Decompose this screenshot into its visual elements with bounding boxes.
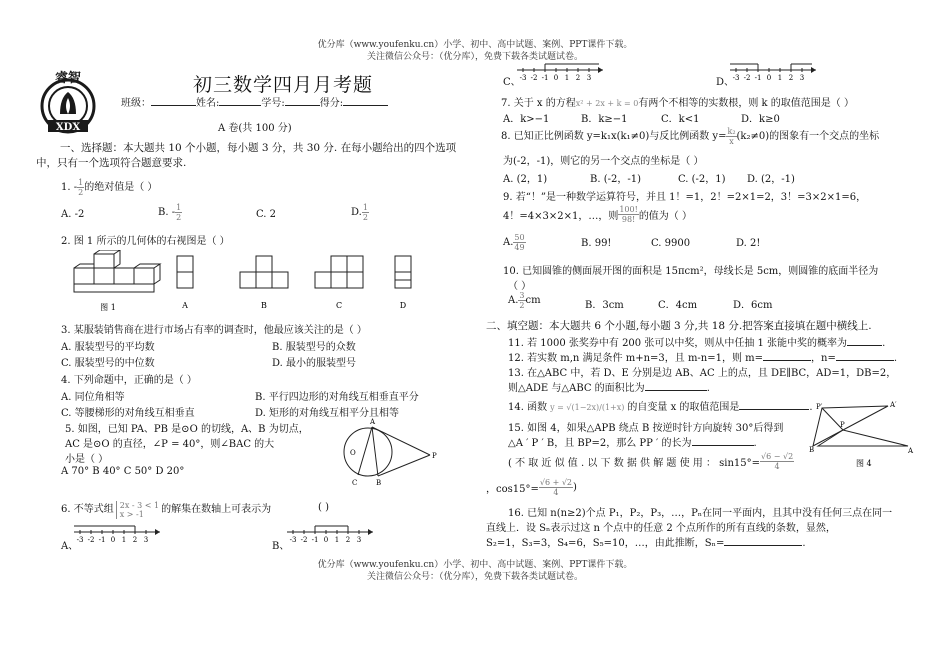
q5-label-a: A [370,418,376,426]
q15-line-1: 15. 如图 4，如果△APB 绕点 B 按逆时针方向旋转 30°后得到 [508,423,784,434]
info-score-label: 得分: [319,98,344,109]
page-title: 初三数学四月月考题 [193,74,374,96]
info-line [121,94,388,109]
numberline-tick-label: 0 [766,74,772,82]
numberline-tick-label: -2 [743,74,751,82]
q5-label-b: B [376,479,382,487]
q3-option-a: A. 服装型号的平均数 [61,342,155,353]
q15-label-a: A [908,447,914,455]
q5-options: A 70° B 40° C 50° D 20° [61,466,185,477]
numberline-tick-label: -3 [76,536,84,544]
q16-line-2: 直线上．设 Sₙ表示过这 n 个点中的任意 2 个点所作的所有直线的条数，显然， [486,523,836,534]
numberline-arrow [155,529,160,535]
q15-line-3: ( 不 取 近 似 值 . 以 下 数 据 供 解 题 使 用 ： sin15°= $\frac{√6 - √2}{4}$ [508,452,794,471]
q5-label-c: C [352,479,358,487]
numberline-tick-label: 0 [110,536,116,544]
q8-option-a: A. (2，1) [503,174,548,185]
q15-caption: 图 4 [856,459,872,468]
info-class-label: 班级： [121,98,151,109]
numberline-tick-label: -1 [754,74,762,82]
q10-line-2: （ ） [508,281,532,292]
q4-option-c: C. 等腰梯形的对角线互相垂直 [61,408,195,419]
q8-option-b: B. (-2，-1) [590,174,641,185]
q1-option-c: C. 2 [256,209,277,220]
part2-intro: 二、填空题：本大题共 6 个小题,每小题 3 分,共 18 分.把答案直接填在题中横线上. [486,320,872,332]
numberline-tick-label: 2 [788,74,794,82]
q6-numberline-c [515,60,615,82]
q8-line-2: 为(-2，-1)，则它的另一个交点的坐标是（ ） [503,156,704,167]
numberline-tick-label: 1 [121,536,127,544]
q2-label-a: A [182,301,188,310]
q13-line-1: 13. 在△ABC 中，若 D、E 分别是边 AB、AC 上的点，且 DE∥BC，AD=1，DB=2， [508,368,897,379]
logo-top-text: 睿智 [54,71,82,86]
q15-label-p: P [840,421,845,429]
q1-option-a: A. -2 [61,209,85,220]
q1-stem-pre: 1. - [61,182,78,193]
numberline-tick-label: -3 [289,536,297,544]
q10-option-c: C．4cm [658,300,698,311]
q16-line-1: 16. 已知 n(n≥2)个点 P₁，P₂，P₃，…，Pₙ在同一平面内，且其中没有任何三点在同一 [508,508,893,519]
q4-stem: 4. 下列命题中，正确的是（ ） [61,375,197,386]
q12: 12. 若实数 m,n 满足条件 m+n=3，且 m-n=1，则 m= ，n= . [508,349,897,364]
numberline-tick-label: 1 [777,74,783,82]
q7-stem: 7. 关于 x 的方程x² + 2x + k = 0有两个不相等的实数根，则 k 的取值范围是（ ） [501,98,854,109]
q6-numberline-b [285,522,385,544]
q6-paren: ( ) [318,502,329,513]
numberline-tick-label: 3 [356,536,362,544]
q9-option-c: C. 9900 [651,238,691,249]
q5-line-1: 5. 如图，已知 PA、PB 是⊙O 的切线，A、B 为切点， [65,424,309,435]
q10-line-1: 10. 已知圆锥的侧面展开图的面积是 15πcm²，母线长是 5cm，则圆锥的底面半径为 [503,266,879,277]
numberline-arrow [598,67,603,73]
q3-option-d: D. 最小的服装型号 [272,358,357,369]
q8-line-1: 8. 已知正比例函数 y=k₁x(k₁≠0)与反比例函数 y= $\frac{\text{k₂}}{x}$ (k₂≠0)的图象有一个交点的坐标 [501,127,880,146]
q6-stem [61,500,271,519]
numberline-tick-label: 0 [553,74,559,82]
numberline-arrow [811,67,816,73]
q7-equation: x² + 2x + k = 0 [575,99,639,108]
q2-label-d: D [399,301,407,310]
footer-line-2: 关注微信公众号：（优分库），免费下载各类试题试卷。 [366,572,583,582]
q1-stem [61,178,157,197]
q5-line-2: AC 是⊙O 的直径，∠P = 40°，则∠BAC 的大 [65,439,275,450]
q3-option-b: B. 服装型号的众数 [272,342,356,353]
numberline-tick-label: 2 [132,536,138,544]
q2-figures [60,250,430,315]
numberline-tick-label: -3 [519,74,527,82]
q7-option-c: C．k<1 [661,114,700,125]
q8-option-c: C. (-2，1) [678,174,726,185]
q6-option-a-label: A、 [61,541,79,552]
q2-label-c: C [335,301,343,310]
q1-stem-post: 的绝对值是（ ） [84,182,158,193]
q4-option-a: A. 同位角相等 [61,392,125,403]
q9-line-1: 9. 若“！”是一种数学运算符号，并且 1！=1，2！=2×1=2，3！=3×2×1=6， [503,192,867,203]
info-name-label: 姓名: [196,98,220,109]
q10-option-d: D．6cm [733,300,773,311]
q15-label-a1: A′ [890,401,897,409]
q2-label-b: B [261,301,267,310]
q15-figure-4 [808,400,918,472]
numberline-tick-label: -1 [541,74,549,82]
q6-numberline-a [72,522,172,544]
q6-option-c-label: C、 [503,77,521,88]
numberline-tick-label: 0 [323,536,329,544]
q9-option-d: D. 2! [736,238,761,249]
q2-fig1-label: 图 1 [100,303,116,312]
q1-fraction: $\frac{1}{2}$ [78,178,84,197]
q5-label-o: O [350,449,356,457]
q6-system: 2x - 3 < 1 x > -1 [116,501,159,519]
q5-label-p: P [432,452,437,460]
q2-stem: 2. 图 1 所示的几何体的右视图是（ ） [61,236,230,247]
q15-line-2: △A ′ P ′ B，且 BP=2，那么 PP ′ 的长为 . [508,434,757,449]
q3-option-c: C. 服装型号的中位数 [61,358,155,369]
q15-line-4: ，cos15°= $\frac{√6 + √2}{4}$ ) [486,478,577,497]
numberline-tick-label: -2 [300,536,308,544]
q8-option-d: D. (2，-1) [747,174,795,185]
q14-equation: y = √(1−2x)/(1+x) [550,403,625,412]
q6-stem-pre: 6. 不等式组 [61,504,114,515]
logo-bottom-text: XDX [55,122,81,133]
footer-line-1: 优分库（www.youfenku.cn）小学、初中、高中试题、案例、PPT课件下载。 [317,560,633,570]
q5-figure [330,415,440,490]
q10-option-a: A. $\frac{3}{2}$ cm [508,291,541,310]
school-logo [36,70,100,134]
q7-option-a: A．k>−1 [503,114,550,125]
numberline-arrow [368,529,373,535]
q9-option-a: A. $\frac{50}{49}$ [503,233,525,252]
numberline-tick-label: 3 [143,536,149,544]
info-id-label: 学号: [261,98,285,109]
numberline-tick-label: -2 [530,74,538,82]
numberline-tick-label: -1 [98,536,106,544]
q11: 11. 若 1000 张奖券中有 200 张可以中奖，则从中任抽 1 张能中奖的概率为 . [508,334,885,349]
q3-stem: 3. 某服装销售商在进行市场占有率的调查时，他最应该关注的是（ ） [61,325,367,336]
q6-option-d-label: D、 [716,77,735,88]
q4-option-d: D. 矩形的对角线互相平分且相等 [255,408,400,419]
numberline-tick-label: 3 [586,74,592,82]
numberline-tick-label: -1 [311,536,319,544]
header-line-2: 关注微信公众号：（优分库），免费下载各类试题试卷。 [366,52,583,62]
q13-line-2: 则△ADE 与△ABC 的面积比为 . [508,379,710,394]
numberline-tick-label: -3 [732,74,740,82]
q15-label-p1: P′ [816,403,823,411]
q4-option-b: B. 平行四边形的对角线互相垂直平分 [255,392,419,403]
numberline-tick-label: 2 [345,536,351,544]
numberline-tick-label: 1 [564,74,570,82]
q10-option-b: B．3cm [585,300,624,311]
section-a-label: A 卷(共 100 分) [218,123,292,134]
q9-option-b: B. 99! [581,238,612,249]
numberline-tick-label: -2 [87,536,95,544]
q16-line-3: S₂=1，S₃=3，S₄=6，S₅=10，…，由此推断，Sₙ= . [486,534,806,549]
q15-label-b: B [809,446,815,454]
q7-option-b: B．k≥−1 [581,114,628,125]
q9-line-2: 4！=4×3×2×1，…，则 $\frac{100!}{98!}$ 的值为（ ） [503,205,692,224]
numberline-tick-label: 2 [575,74,581,82]
q14: 14. 函数 y = √(1−2x)/(1+x) 的自变量 x 的取值范围是 . [508,398,813,413]
q6-numberline-d [728,60,828,82]
part1-intro-1: 一、选择题：本大题共 10 个小题，每小题 3 分，共 30 分. 在每小题给出的四个选项 [60,142,457,154]
part1-intro-2: 中，只有一个选项符合题意要求. [36,157,187,169]
numberline-tick-label: 1 [334,536,340,544]
q6-stem-post: 的解集在数轴上可表示为 [161,504,272,515]
q1-option-d: D. $\frac{1}{2}$ [351,203,368,222]
q1-option-b: B. - $\frac{1}{2}$ [158,203,182,222]
q5-line-3: 小是（ ） [65,454,109,465]
header-line-1: 优分库（www.youfenku.cn）小学、初中、高中试题、案例、PPT课件下载。 [317,40,633,50]
q7-option-d: D．k≥0 [741,114,780,125]
q6-option-b-label: B、 [272,541,290,552]
numberline-tick-label: 3 [799,74,805,82]
